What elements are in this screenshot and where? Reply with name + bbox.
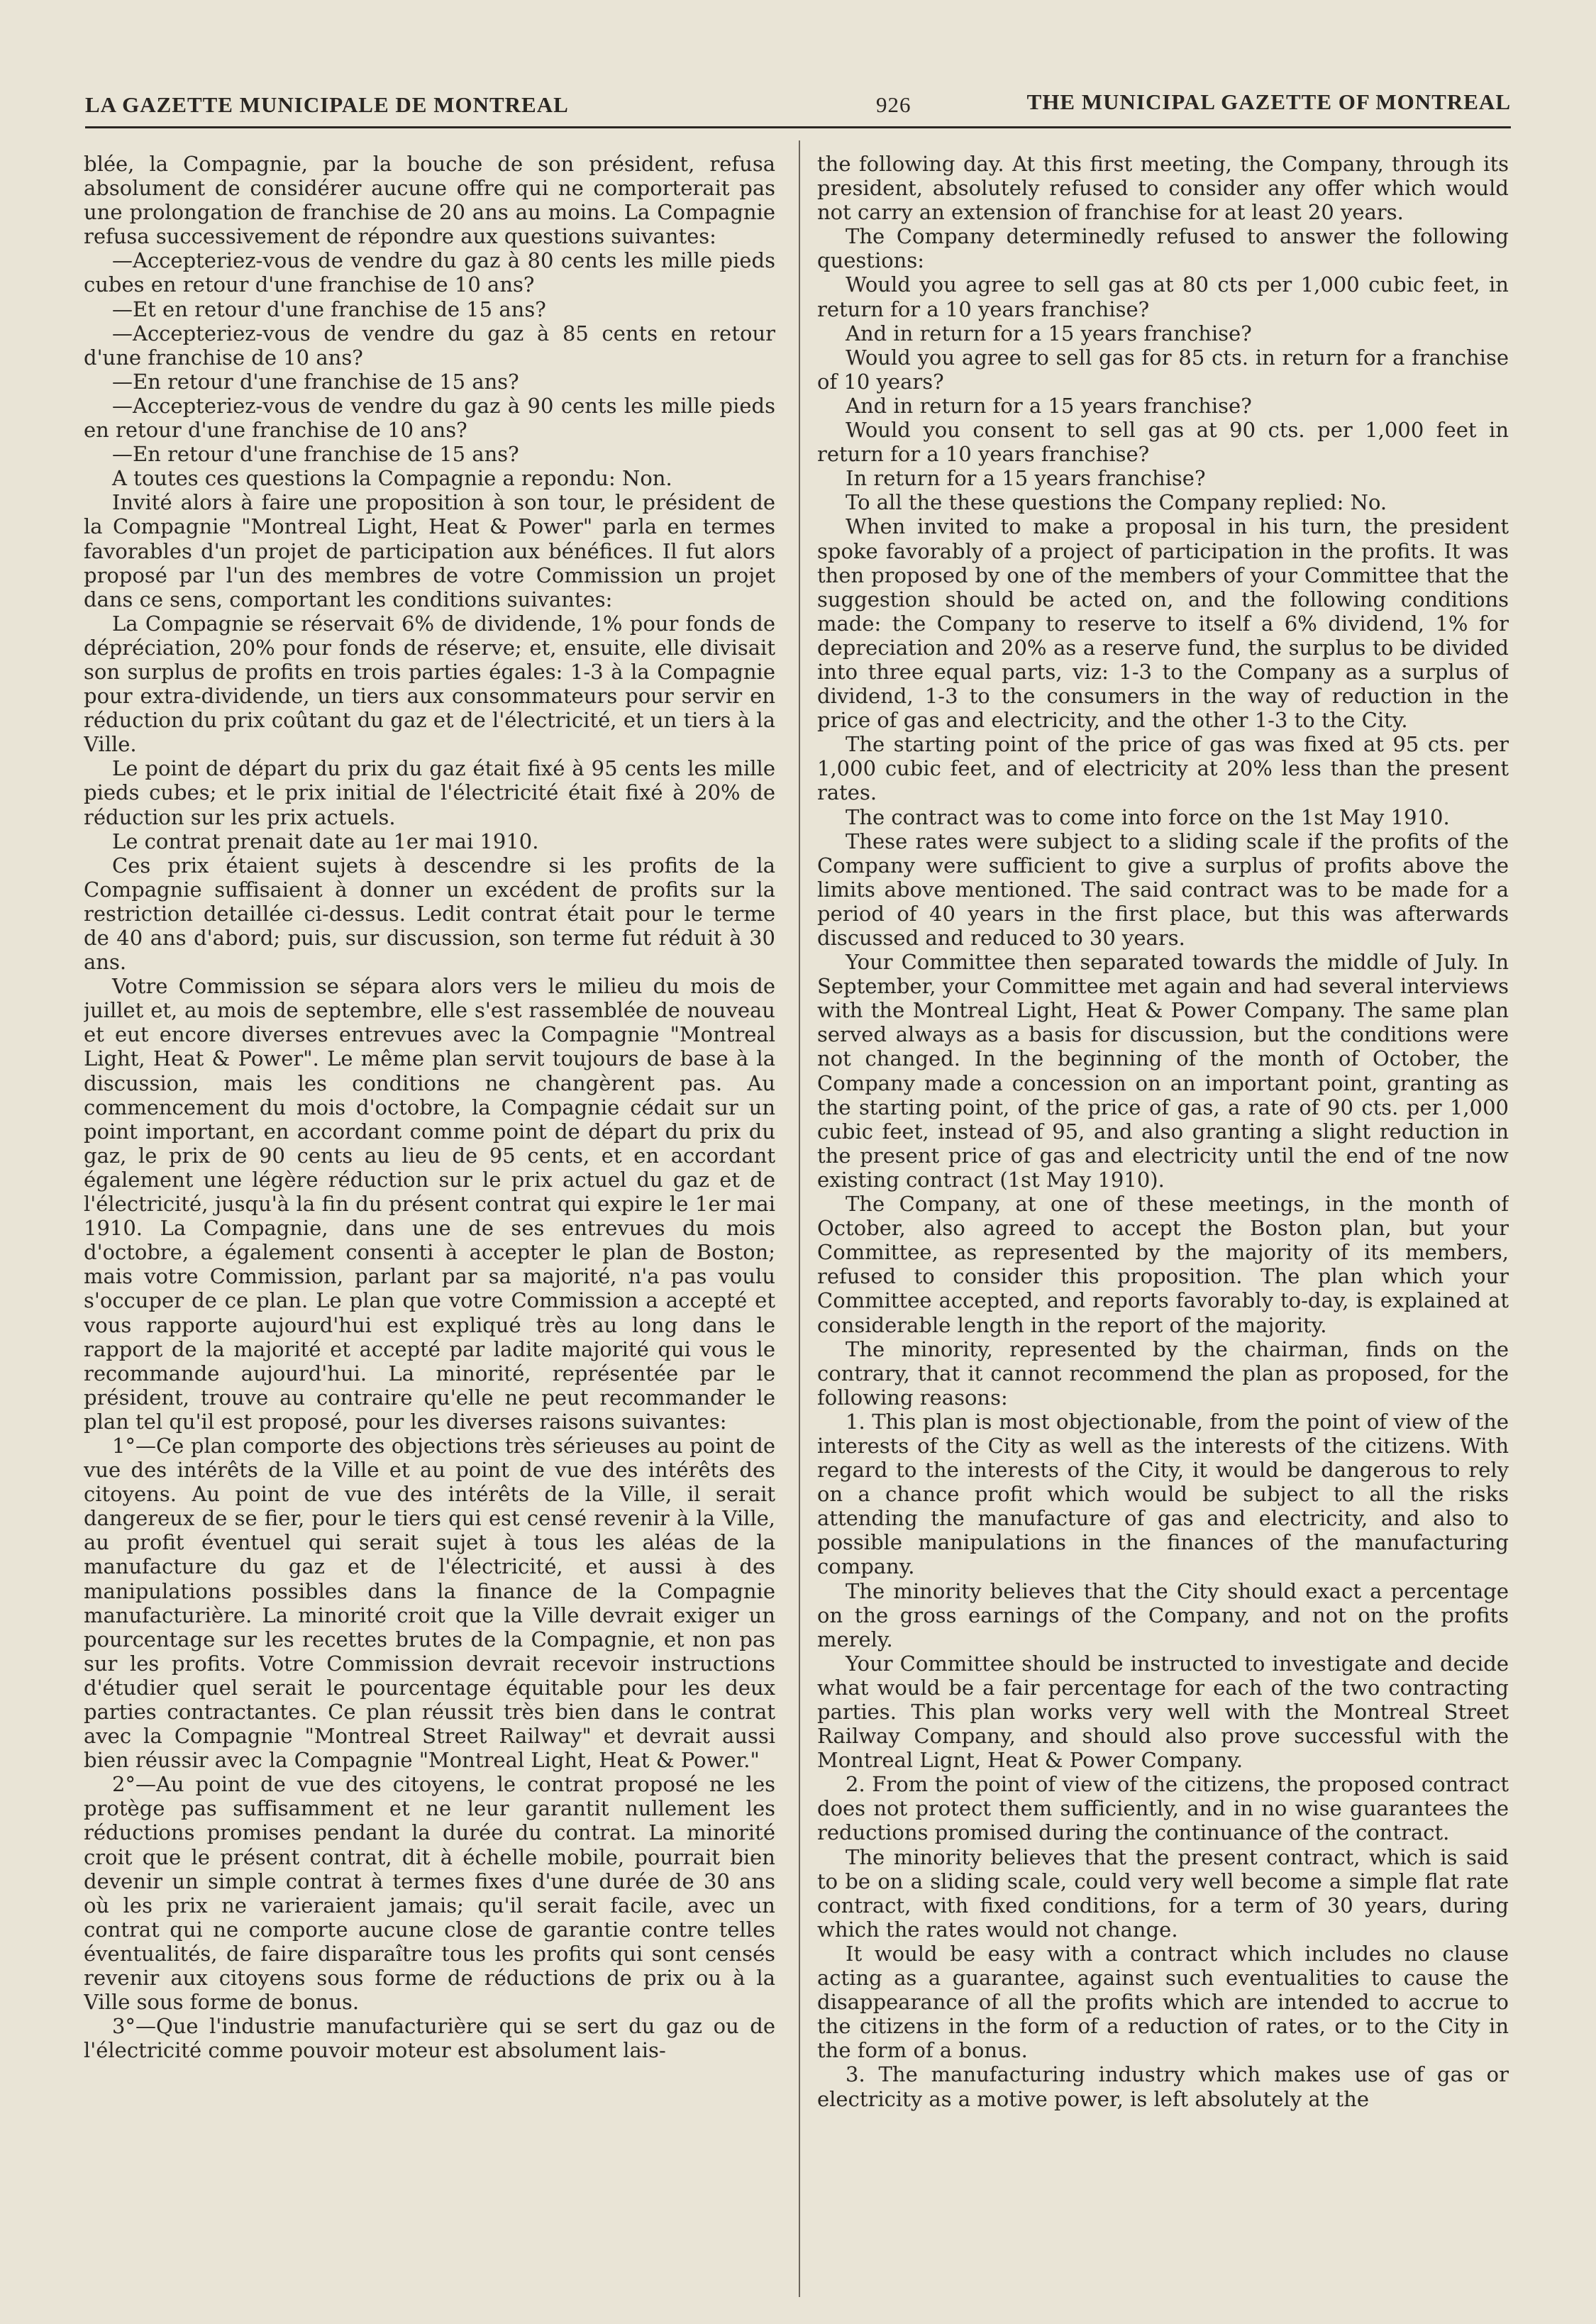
english-paragraph: It would be easy with a contract which includes no clause acting as a guarantee, against such eventualities to cause the disappearance of all the profits which are intended to accrue to the citizens in the form of a reduction of rates, or to the City in the form of a bonus. [817, 1941, 1509, 2063]
english-paragraph: To all the these questions the Company replied: No. [846, 490, 1387, 515]
column-separator [799, 140, 800, 2297]
english-paragraph: Would you agree to sell gas for 85 cts. in return for a franchise of 10 years? [817, 345, 1509, 394]
english-paragraph: Your Committee should be instructed to investigate and decide what would be a fair percentage for each of the two contracting parties. This plan works very well with the Montreal Street Railway Company, and should also prove successful with the Montreal Lignt, Heat & Power Company. [817, 1651, 1509, 1773]
english-paragraph: 2. From the point of view of the citizens, the proposed contract does not protect them sufficiently, and in no wise guarantees the reductions promised during the continuance of the contract. [817, 1772, 1509, 1845]
english-paragraph: And in return for a 15 years franchise? [846, 321, 1252, 345]
english-paragraph: Would you agree to sell gas at 80 cts per 1,000 cubic feet, in return for a 10 years franchise? [817, 272, 1509, 321]
english-paragraph: These rates were subject to a sliding scale if the profits of the Company were sufficient to give a surplus of profits above the limits above mentioned. The said contract was to be made for a period of 40 years in the first place, but this was afterwards discussed and reduced to 30 years. [817, 829, 1509, 950]
english-paragraph: 3. The manufacturing industry which makes use of gas or electricity as a motive power, is left absolutely at the [817, 2062, 1509, 2111]
french-paragraph: Le point de départ du prix du gaz était fixé à 95 cents les mille pieds cubes; et le prix initial de l'électricité était fixé à 20% de réduction sur les prix actuels. [84, 756, 775, 829]
header-rule [85, 126, 1511, 128]
english-paragraph: the following day. At this first meeting, the Company, through its president, absolutely refused to consider any offer which would not carry an extension of franchise for at least 20 years. [817, 152, 1509, 225]
french-paragraph: blée, la Compagnie, par la bouche de son président, refusa absolument de considérer aucune offre qui ne comporterait pas une prolongation de franchise de 20 ans au moins. La Compagnie refusa successivement de répondre aux questions suivantes: [84, 152, 775, 249]
french-paragraph: 3°—Que l'industrie manufacturière qui se sert du gaz ou de l'électricité comme pouvoir moteur est absolument lais- [84, 2014, 775, 2063]
english-paragraph: The starting point of the price of gas was fixed at 95 cts. per 1,000 cubic feet, and of electricity at 20% less than the present rates. [817, 732, 1509, 805]
header-french-title: LA GAZETTE MUNICIPALE DE MONTREAL [85, 92, 569, 117]
french-paragraph: —En retour d'une franchise de 15 ans? [112, 442, 519, 467]
english-paragraph: When invited to make a proposal in his turn, the president spoke favorably of a project of participation in the profits. It was then proposed by one of the members of your Committee that the suggestion should be acted on, and the following conditions made: the Company to reserve to itself a 6% dividend, 1% for depreciation and 20% as a reserve fund, the surplus to be divided into three equal parts, viz: 1-3 to the Company as a surplus of dividend, 1-3 to the consumers in the way of reduction in the price of gas and electricity, and the other 1-3 to the City. [817, 514, 1509, 733]
header-english-title: THE MUNICIPAL GAZETTE OF MONTREAL [1026, 89, 1511, 114]
french-paragraph: 1°—Ce plan comporte des objections très sérieuses au point de vue des intérêts de la Ville et au point de vue des intérêts des citoyens. Au point de vue des intérêts de la Ville, il serait dangereux de se fier, pour le tiers qui est censé revenir à la Ville, au profit éventuel qui serait sujet à tous les aléas de la manufacture du gaz et de l'électricité, et aussi à des manipulations possibles dans la finance de la Compagnie manufacturière. La minorité croit que la Ville devrait exiger un pourcentage sur les recettes brutes de la Compagnie, et non pas sur les profits. Votre Commission devrait recevoir instructions d'étudier quel serait le pourcentage équitable pour les deux parties contractantes. Ce plan réussit très bien dans le contrat avec la Compagnie "Montreal Street Railway" et devrait aussi bien réussir avec la Compagnie "Montreal Light, Heat & Power." [84, 1433, 775, 1773]
english-paragraph: And in return for a 15 years franchise? [846, 393, 1252, 418]
english-paragraph: 1. This plan is most objectionable, from the point of view of the interests of the City as well as the interests of the citizens. With regard to the interests of the City, it would be dangerous to rely on a chance profit which would be subject to all the risks attending the manufacture of gas and electricity, and also to possible manipulations in the finances of the manufacturing company. [817, 1409, 1509, 1579]
english-paragraph: The minority believes that the City should exact a percentage on the gross earnings of the Company, and not on the profits merely. [817, 1578, 1509, 1651]
page-number: 926 [876, 92, 911, 117]
french-paragraph: Invité alors à faire une proposition à son tour, le président de la Compagnie "Montreal Light, Heat & Power" parla en termes favorables d'un projet de participation aux bénéfices. Il fut alors proposé par l'un des membres de votre Commission un projet dans ce sens, comportant les conditions suivantes: [84, 490, 775, 612]
french-paragraph: —Et en retour d'une franchise de 15 ans? [112, 297, 546, 321]
french-paragraph: Ces prix étaient sujets à descendre si les profits de la Compagnie suffisaient à donner un excédent de profits sur la restriction detaillée ci-dessus. Ledit contrat était pour le terme de 40 ans d'abord; puis, sur discussion, son terme fut réduit à 30 ans. [84, 853, 775, 975]
french-paragraph: —En retour d'une franchise de 15 ans? [112, 369, 519, 394]
french-paragraph: —Accepteriez-vous de vendre du gaz à 85 cents en retour d'une franchise de 10 ans? [84, 321, 775, 370]
english-column [817, 152, 1509, 2294]
page-header [85, 84, 1511, 126]
english-paragraph: The Company determinedly refused to answer the following questions: [817, 224, 1509, 273]
english-paragraph: The minority believes that the present contract, which is said to be on a sliding scale, could very well become a simple flat rate contract, with fixed conditions, for a term of 30 years, during which the rates would not change. [817, 1844, 1509, 1942]
english-paragraph: In return for a 15 years franchise? [846, 466, 1206, 491]
french-paragraph: —Accepteriez-vous de vendre du gaz à 90 cents les mille pieds en retour d'une franchise de 10 ans? [84, 393, 775, 443]
french-paragraph: La Compagnie se réservait 6% de dividende, 1% pour fonds de dépréciation, 20% pour fonds de réserve; et, ensuite, elle divisait son surplus de profits en trois parties égales: 1-3 à la Compagnie pour extra-dividende, un tiers aux consommateurs pour servir en réduction du prix coûtant du gaz et de l'électricité, et un tiers à la Ville. [84, 611, 775, 757]
french-paragraph: A toutes ces questions la Compagnie a repondu: Non. [112, 466, 672, 491]
french-paragraph: —Accepteriez-vous de vendre du gaz à 80 cents les mille pieds cubes en retour d'une franchise de 10 ans? [84, 248, 775, 297]
english-paragraph: Your Committee then separated towards the middle of July. In September, your Committee met again and had several interviews with the Montreal Light, Heat & Power Company. The same plan served always as a basis for discussion, but the conditions were not changed. In the beginning of the month of October, the Company made a concession on an important point, granting as the starting point, of the price of gas, a rate of 90 cts. per 1,000 cubic feet, instead of 95, and also granting a slight reduction in the present price of gas and electricity until the end of tne now existing contract (1st May 1910). [817, 950, 1509, 1192]
french-column [84, 152, 775, 2294]
french-paragraph: 2°—Au point de vue des citoyens, le contrat proposé ne les protège pas suffisamment et ne leur garantit nullement les réductions promises pendant la durée du contrat. La minorité croit que le présent contrat, dit à échelle mobile, pourrait bien devenir un simple contrat à termes fixes d'une durée de 30 ans où les prix ne varieraient jamais; qu'il serait facile, avec un contrat qui ne comporte aucune close de garantie contre telles éventualités, de faire disparaître tous les profits qui sont censés revenir aux citoyens sous forme de réductions de prix ou à la Ville sous forme de bonus. [84, 1772, 775, 2015]
english-paragraph: Would you consent to sell gas at 90 cts. per 1,000 feet in return for a 10 years franchise? [817, 418, 1509, 467]
english-paragraph: The Company, at one of these meetings, in the month of October, also agreed to accept the Boston plan, but your Committee, as represented by the majority of its members, refused to consider this proposition. The plan which your Committee accepted, and reports favorably to-day, is explained at considerable length in the report of the majority. [817, 1192, 1509, 1337]
english-paragraph: The contract was to come into force on the 1st May 1910. [846, 804, 1450, 829]
french-paragraph: Le contrat prenait date au 1er mai 1910. [112, 829, 539, 853]
french-paragraph: Votre Commission se sépara alors vers le milieu du mois de juillet et, au mois de septembre, elle s'est rassemblée de nouveau et eut encore diverses entrevues avec la Compagnie "Montreal Light, Heat & Power". Le même plan servit toujours de base à la discussion, mais les conditions ne changèrent pas. Au commencement du mois d'octobre, la Compagnie cédait sur un point important, en accordant comme point de départ du prix du gaz, le prix de 90 cents au lieu de 95 cents, et en accordant également une légère réduction sur le prix actuel du gaz et de l'électricité, jusqu'à la fin du présent contrat qui expire le 1er mai 1910. La Compagnie, dans une de ses entrevues du mois d'octobre, a également consenti à accepter le plan de Boston; mais votre Commission, parlant par sa majorité, n'a pas voulu s'occuper de ce plan. Le plan que votre Commission a accepté et vous rapporte aujourd'hui est expliqué très au long dans le rapport de la majorité et accepté par ladite majorité qui vous le recommande aujourd'hui. La minorité, représentée par le président, trouve au contraire qu'elle ne peut recommander le plan tel qu'il est proposé, pour les diverses raisons suivantes: [84, 974, 775, 1434]
english-paragraph: The minority, represented by the chairman, finds on the contrary, that it cannot recommend the plan as proposed, for the following reasons: [817, 1337, 1509, 1410]
